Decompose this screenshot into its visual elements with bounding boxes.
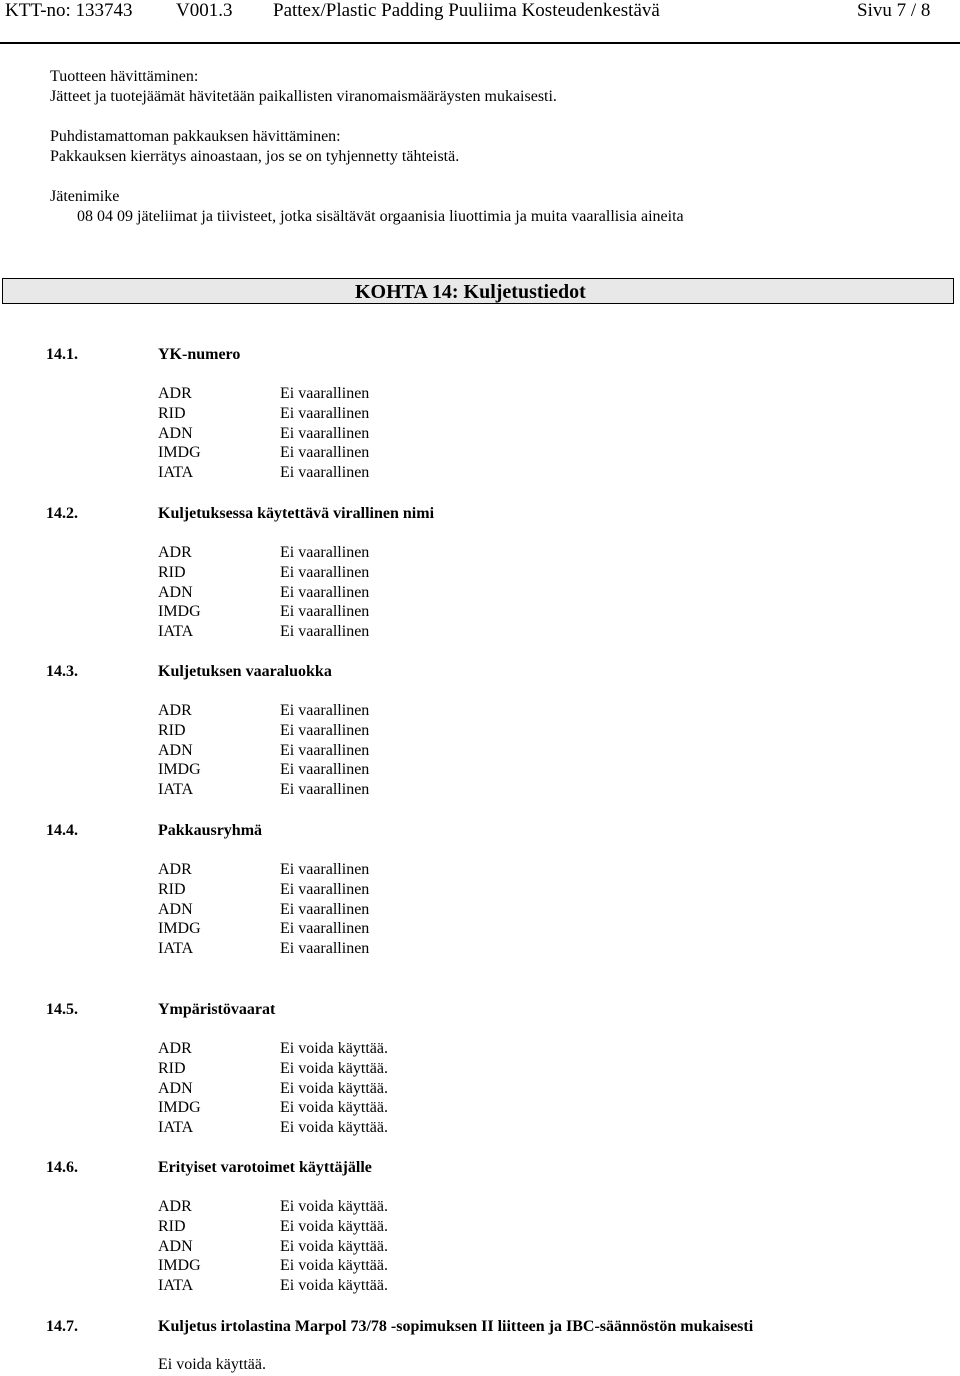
transport-value: Ei vaarallinen xyxy=(280,544,370,561)
transport-mode: ADN xyxy=(158,1079,193,1097)
transport-value: Ei vaarallinen xyxy=(280,583,370,601)
subsection-title: YK-numero xyxy=(158,346,241,363)
transport-value: Ei voida käyttää. xyxy=(280,1237,388,1255)
transport-value: Ei vaarallinen xyxy=(280,741,370,759)
subsection-number: 14.7. xyxy=(46,1318,78,1335)
subsection-title: Pakkausryhmä xyxy=(158,822,263,839)
waste-code-text: 08 04 09 jäteliimat ja tiivisteet, jotka sisältävät orgaanisia liuottimia ja muita vaarallisia aineita xyxy=(77,208,684,225)
transport-value: Ei vaarallinen xyxy=(280,385,370,402)
document-version: V001.3 xyxy=(176,0,233,21)
transport-mode: ADR xyxy=(158,385,192,402)
transport-mode: ADN xyxy=(158,741,193,759)
transport-value: Ei voida käyttää. xyxy=(280,1277,388,1295)
section-title: KOHTA 14: Kuljetustiedot xyxy=(355,281,586,303)
transport-mode: ADR xyxy=(158,1198,192,1215)
transport-mode: IATA xyxy=(158,781,194,799)
transport-value: Ei vaarallinen xyxy=(280,880,370,898)
transport-value: Ei vaarallinen xyxy=(280,603,370,621)
transport-mode: ADN xyxy=(158,424,193,442)
subsection-number: 14.1. xyxy=(46,346,78,363)
transport-mode: IMDG xyxy=(158,444,201,462)
transport-mode: ADR xyxy=(158,1040,192,1057)
transport-value: Ei voida käyttää. xyxy=(280,1217,388,1235)
transport-value: Ei voida käyttää. xyxy=(280,1040,388,1057)
transport-mode: IATA xyxy=(158,623,194,641)
subsection-title: Kuljetuksen vaaraluokka xyxy=(158,663,332,680)
subsection-number: 14.3. xyxy=(46,663,78,680)
document-id: KTT-no: 133743 xyxy=(5,0,133,21)
transport-mode: IMDG xyxy=(158,920,201,938)
transport-value: Ei vaarallinen xyxy=(280,721,370,739)
header-rule xyxy=(0,42,960,44)
page-number: Sivu 7 / 8 xyxy=(857,0,931,21)
subsection-number: 14.2. xyxy=(46,505,78,522)
transport-value: Ei voida käyttää. xyxy=(280,1198,388,1215)
transport-value: Ei vaarallinen xyxy=(280,781,370,799)
transport-mode: RID xyxy=(158,404,186,422)
transport-value: Ei voida käyttää. xyxy=(280,1079,388,1097)
packaging-disposal-text: Pakkauksen kierrätys ainoastaan, jos se on tyhjennetty tähteistä. xyxy=(50,148,460,165)
transport-value: Ei vaarallinen xyxy=(280,900,370,918)
packaging-disposal-label: Puhdistamattoman pakkauksen hävittäminen: xyxy=(50,128,341,145)
transport-value: Ei vaarallinen xyxy=(280,940,370,958)
transport-mode: IMDG xyxy=(158,1099,201,1117)
transport-mode: RID xyxy=(158,1059,186,1077)
subsection-text: Ei voida käyttää. xyxy=(158,1356,266,1373)
transport-mode: IATA xyxy=(158,464,194,482)
transport-value: Ei vaarallinen xyxy=(280,404,370,422)
transport-mode: RID xyxy=(158,880,186,898)
transport-mode: IMDG xyxy=(158,1257,201,1275)
transport-value: Ei vaarallinen xyxy=(280,444,370,462)
transport-value: Ei vaarallinen xyxy=(280,761,370,779)
transport-value: Ei vaarallinen xyxy=(280,920,370,938)
transport-value: Ei vaarallinen xyxy=(280,563,370,581)
subsection-title: Kuljetuksessa käytettävä virallinen nimi xyxy=(158,505,435,522)
transport-value: Ei voida käyttää. xyxy=(280,1119,388,1137)
subsection-number: 14.6. xyxy=(46,1159,78,1176)
product-disposal-text: Jätteet ja tuotejäämät hävitetään paikallisten viranomaismääräysten mukaisesti. xyxy=(50,88,557,105)
transport-mode: ADR xyxy=(158,702,192,719)
transport-value: Ei voida käyttää. xyxy=(280,1059,388,1077)
product-disposal-label: Tuotteen hävittäminen: xyxy=(50,68,199,85)
transport-value: Ei vaarallinen xyxy=(280,424,370,442)
subsection-number: 14.4. xyxy=(46,822,78,839)
transport-mode: ADN xyxy=(158,583,193,601)
transport-value: Ei voida käyttää. xyxy=(280,1257,388,1275)
product-name: Pattex/Plastic Padding Puuliima Kosteudenkestävä xyxy=(273,0,660,21)
transport-mode: IATA xyxy=(158,940,194,958)
transport-mode: IMDG xyxy=(158,603,201,621)
transport-value: Ei vaarallinen xyxy=(280,464,370,482)
transport-mode: RID xyxy=(158,721,186,739)
subsection-title: Kuljetus irtolastina Marpol 73/78 -sopimuksen II liitteen ja IBC-säännöstön mukaisesti xyxy=(158,1318,754,1335)
transport-mode: IMDG xyxy=(158,761,201,779)
transport-value: Ei vaarallinen xyxy=(280,861,370,878)
transport-value: Ei voida käyttää. xyxy=(280,1099,388,1117)
transport-mode: RID xyxy=(158,1217,186,1235)
subsection-title: Erityiset varotoimet käyttäjälle xyxy=(158,1159,372,1176)
transport-mode: RID xyxy=(158,563,186,581)
transport-value: Ei vaarallinen xyxy=(280,623,370,641)
transport-mode: ADN xyxy=(158,900,193,918)
transport-mode: ADR xyxy=(158,861,192,878)
transport-mode: IATA xyxy=(158,1277,194,1295)
transport-mode: ADN xyxy=(158,1237,193,1255)
transport-mode: IATA xyxy=(158,1119,194,1137)
transport-value: Ei vaarallinen xyxy=(280,702,370,719)
subsection-title: Ympäristövaarat xyxy=(158,1001,276,1018)
waste-code-label: Jätenimike xyxy=(50,188,120,205)
transport-mode: ADR xyxy=(158,544,192,561)
subsection-number: 14.5. xyxy=(46,1001,78,1018)
